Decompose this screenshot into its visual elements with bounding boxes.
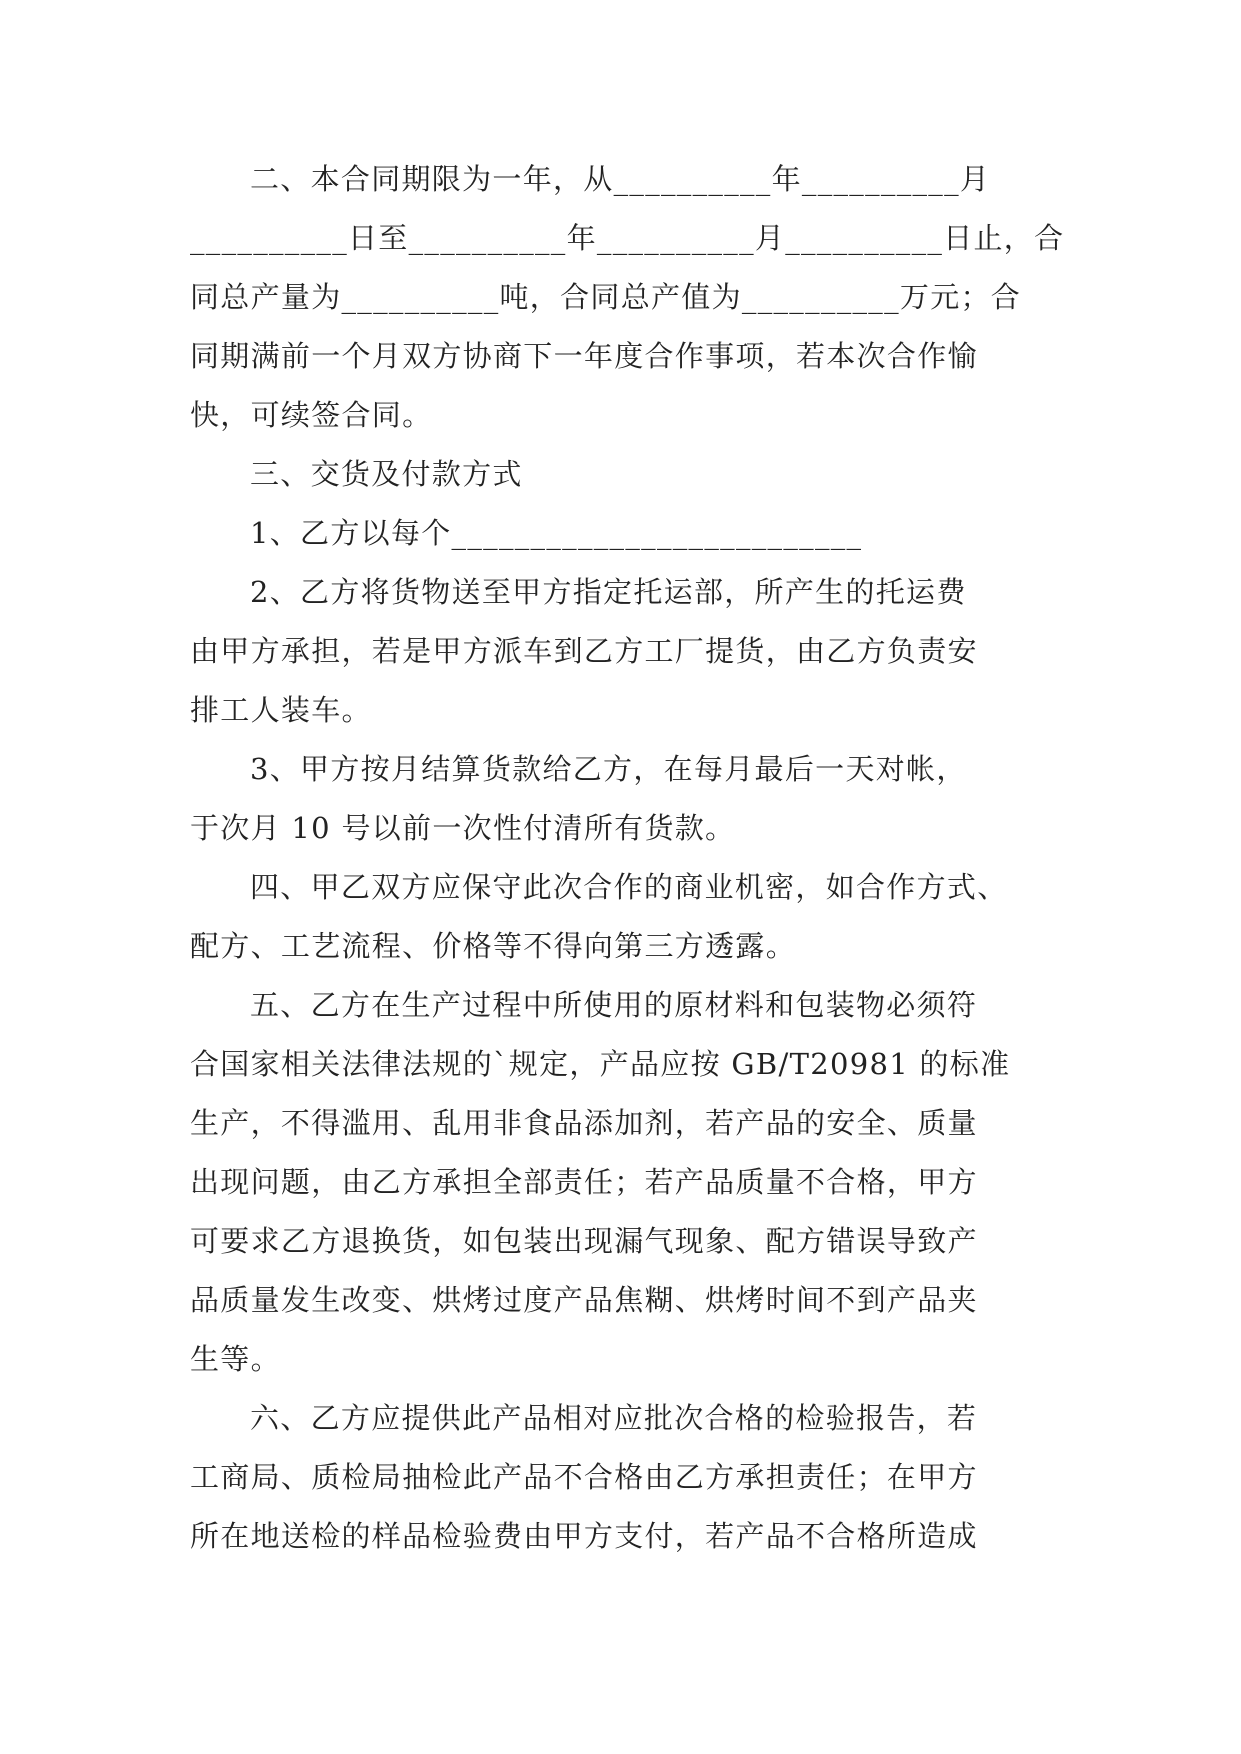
- clause-3-item-3-line-2: 于次月 10 号以前一次性付清所有货款。: [190, 811, 736, 845]
- clause-6-line-3: 所在地送检的样品检验费由甲方支付，若产品不合格所造成: [190, 1519, 978, 1553]
- clause-6-line-1: 六、乙方应提供此产品相对应批次合格的检验报告，若: [250, 1401, 978, 1435]
- clause-4-line-2: 配方、工艺流程、价格等不得向第三方透露。: [190, 929, 797, 963]
- clause-3-item-2-line-3: 排工人装车。: [190, 693, 372, 727]
- clause-2-line-1: 二、本合同期限为一年，从__________年__________月: [250, 162, 991, 196]
- clause-5-line-3: 生产，不得滥用、乱用非食品添加剂，若产品的安全、质量: [190, 1106, 978, 1140]
- clause-2-line-3: 同总产量为__________吨，合同总产值为__________万元；合: [190, 280, 1022, 314]
- clause-5-line-5: 可要求乙方退换货，如包装出现漏气现象、配方错误导致产: [190, 1224, 978, 1258]
- clause-3-item-2-line-2: 由甲方承担，若是甲方派车到乙方工厂提货，由乙方负责安: [190, 634, 978, 668]
- clause-6-line-2: 工商局、质检局抽检此产品不合格由乙方承担责任；在甲方: [190, 1460, 978, 1494]
- clause-2-line-2: __________日至__________年__________月__________日止，合: [190, 221, 1065, 255]
- clause-5-line-2: 合国家相关法律法规的`规定，产品应按 GB/T20981 的标准: [190, 1047, 1011, 1081]
- clause-5-line-4: 出现问题，由乙方承担全部责任；若产品质量不合格，甲方: [190, 1165, 978, 1199]
- document-body: [190, 150, 1065, 1566]
- clause-5-line-7: 生等。: [190, 1342, 281, 1376]
- clause-3-item-1: 1、乙方以每个__________________________: [250, 516, 863, 550]
- clause-3-item-2-line-1: 2、乙方将货物送至甲方指定托运部，所产生的托运费: [250, 575, 967, 609]
- clause-2-line-5: 快，可续签合同。: [190, 398, 433, 432]
- clause-2-line-4: 同期满前一个月双方协商下一年度合作事项，若本次合作愉: [190, 339, 978, 373]
- clause-5-line-1: 五、乙方在生产过程中所使用的原材料和包装物必须符: [250, 988, 978, 1022]
- clause-5-line-6: 品质量发生改变、烘烤过度产品焦糊、烘烤时间不到产品夹: [190, 1283, 978, 1317]
- clause-3-item-3-line-1: 3、甲方按月结算货款给乙方，在每月最后一天对帐，: [250, 752, 967, 786]
- clause-4-line-1: 四、甲乙双方应保守此次合作的商业机密，如合作方式、: [250, 870, 1008, 904]
- clause-3-heading: 三、交货及付款方式: [250, 457, 523, 491]
